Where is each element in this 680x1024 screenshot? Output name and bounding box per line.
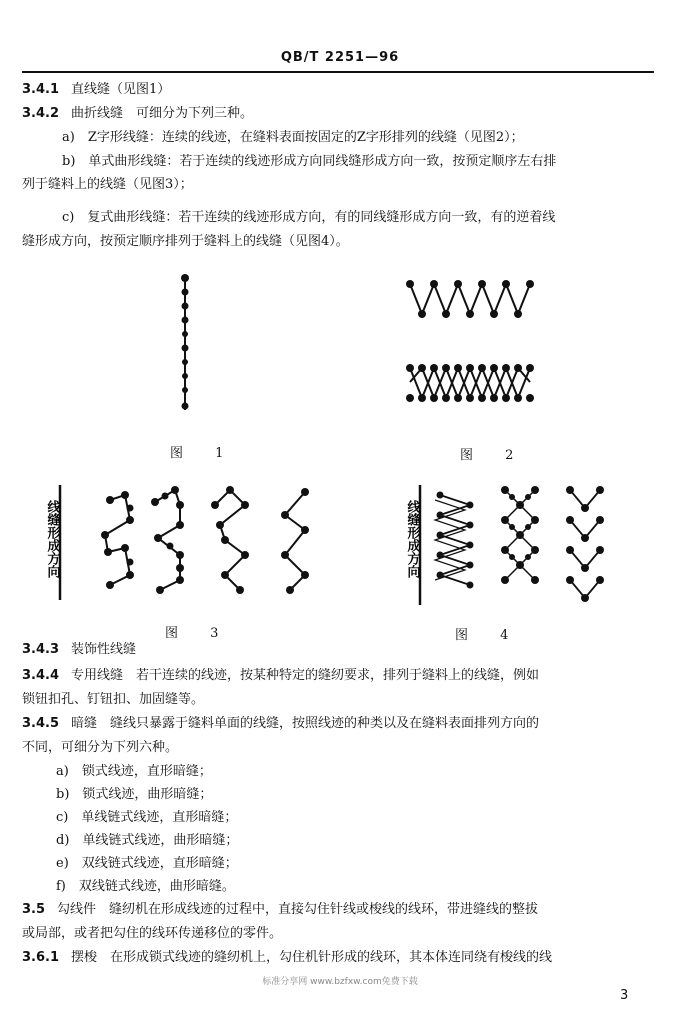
clause-text: 装饰性线缝 (71, 642, 137, 657)
clause-3-4-4-continuation: 锁钮扣孔、钉钮扣、加固缝等。 (22, 692, 205, 707)
clause-number: 3.4.2 (22, 106, 60, 121)
clause-number: 3.4.5 (22, 716, 60, 731)
figure-2-caption: 图 2 (460, 448, 528, 463)
item-b-single-curve: b) 单式曲形线缝：若于连续的线迹形成方向同线缝形成方向一致，按预定顺序左右排 (62, 154, 557, 169)
clause-3-4-5-continuation: 不同，可细分为下列六种。 (22, 740, 179, 755)
figure-3-direction-label: 线缝形成方向 (44, 500, 60, 578)
figure-3-single-curved-seams (30, 480, 340, 605)
clause-text: 专用线缝 若干连续的线迹，按某种特定的缝纫要求，排列于缝料上的线缝，例如 (71, 668, 540, 683)
figure-4-direction-label: 线缝形成方向 (404, 500, 420, 578)
blind-seam-item-c: c) 单线链式线迹，直形暗缝； (56, 810, 238, 825)
header-rule (22, 71, 654, 73)
clause-3-5-continuation: 或局部，或者把勾住的线环传递移位的零件。 (22, 926, 283, 941)
blind-seam-item-e: e) 双线链式线迹，直形暗缝； (56, 856, 238, 871)
item-b-continuation: 列于缝料上的线缝（见图3）； (22, 177, 193, 192)
figure-1-straight-seam (160, 270, 210, 420)
clause-text: 摆梭 在形成锁式线迹的缝纫机上，勾住机针形成的线环，其本体连同绕有梭线的线 (71, 950, 553, 965)
clause-number: 3.4.4 (22, 668, 60, 683)
document-code: QB/T 2251—96 (280, 50, 400, 65)
blind-seam-item-d: d) 单线链式线迹，曲形暗缝； (56, 833, 239, 848)
blind-seam-item-f: f) 双线链式线迹，曲形暗缝。 (56, 879, 235, 894)
figure-2-zigzag-seams (400, 272, 550, 412)
blind-seam-item-b: b) 锁式线迹，曲形暗缝； (56, 787, 213, 802)
clause-text: 勾线件 缝纫机在形成线迹的过程中，直接勾住针线或梭线的线环，带进缝线的整拔 (57, 902, 539, 917)
item-a-zigzag: a) Z字形线缝：连续的线迹，在缝料表面按固定的Z字形排列的线缝（见图2）； (62, 130, 524, 145)
clause-number: 3.4.1 (22, 82, 60, 97)
item-c-compound-curve: c) 复式曲形线缝：若干连续的线迹形成方向，有的同线缝形成方向一致，有的逆着线 (62, 210, 556, 225)
clause-3-5 (22, 902, 654, 918)
clause-number: 3.4.3 (22, 642, 60, 657)
page-number: 3 (620, 988, 629, 1003)
blind-seam-item-a: a) 锁式线迹，直形暗缝； (56, 764, 212, 779)
figure-4-caption: 图 4 (455, 628, 523, 643)
figure-4-compound-curved-seams (390, 480, 620, 610)
clause-number: 3.6.1 (22, 950, 60, 965)
clause-3-4-2 (22, 106, 654, 122)
clause-3-4-5 (22, 716, 654, 732)
item-c-continuation: 缝形成方向，按预定顺序排列于缝料上的线缝（见图4）。 (22, 234, 349, 249)
watermark: 标准分享网 www.bzfxw.com免费下载 (262, 977, 418, 987)
clause-number: 3.5 (22, 902, 46, 917)
figure-1-caption: 图 1 (170, 446, 238, 461)
clause-text: 直线缝（见图1） (71, 82, 171, 97)
clause-text: 暗缝 缝线只暴露于缝料单面的线缝，按照线迹的种类以及在缝料表面排列方向的 (71, 716, 540, 731)
clause-text: 曲折线缝 可细分为下列三种。 (71, 106, 254, 121)
clause-3-4-4 (22, 668, 654, 684)
clause-3-6-1 (22, 950, 654, 966)
figure-3-caption: 图 3 (165, 626, 233, 641)
clause-3-4-1 (22, 82, 654, 98)
clause-3-4-3 (22, 642, 654, 658)
